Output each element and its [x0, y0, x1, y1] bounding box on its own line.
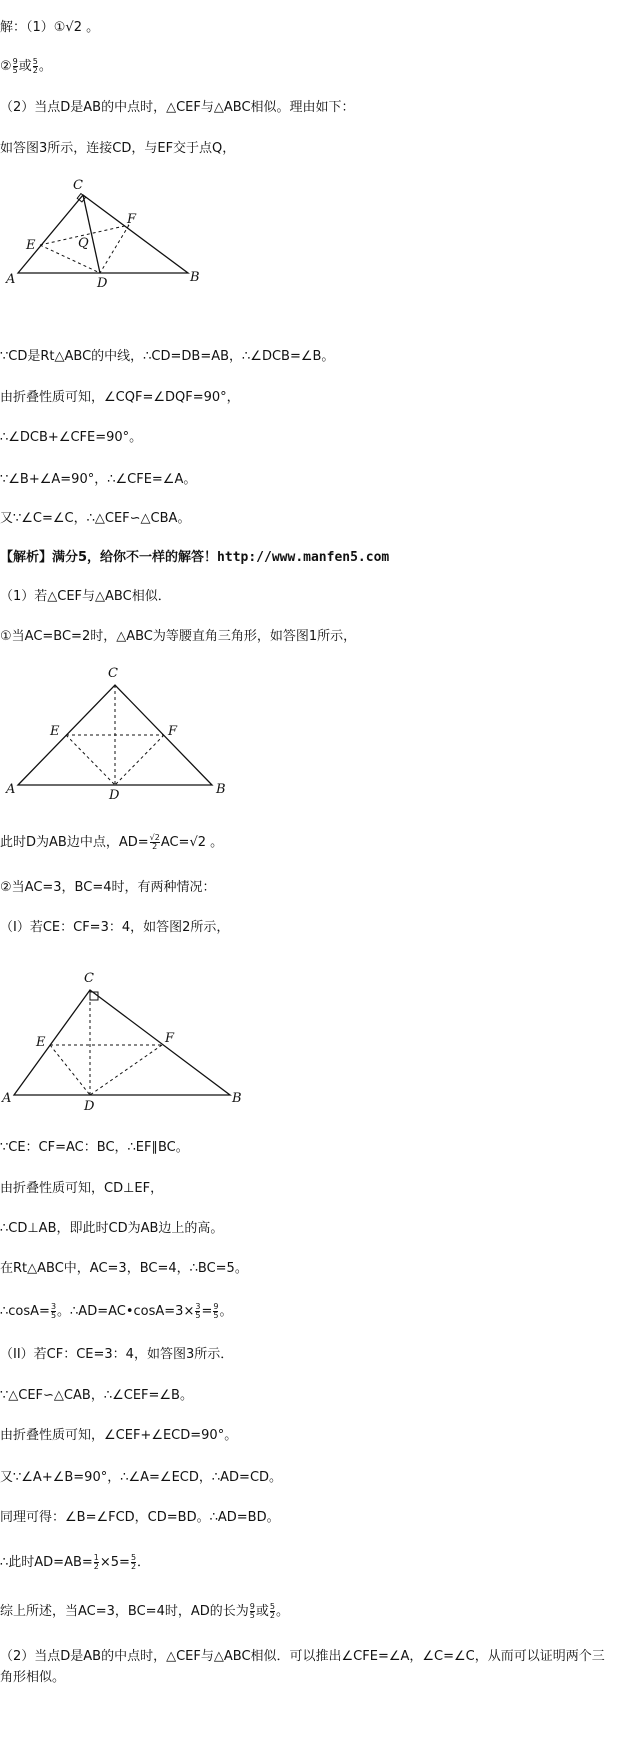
label-b: B — [216, 782, 226, 797]
label-a: A — [2, 1091, 12, 1106]
text-line: ②当AC=3，BC=4时，有两种情况： — [0, 880, 216, 895]
text-line: （II）若CF：CE=3：4，如答图3所示． — [0, 1347, 234, 1362]
text-line: （I）若CE：CF=3：4，如答图2所示， — [0, 920, 230, 935]
text-line: 如答图3所示，连接CD，与EF交于点Q， — [0, 141, 236, 156]
label-e: E — [50, 724, 60, 739]
label-d: D — [84, 1099, 95, 1114]
text-line: ∴∠DCB+∠CFE=90°。 — [0, 430, 143, 445]
figure-1 — [0, 665, 240, 805]
text-line: 同理可得：∠B=∠FCD，CD=BD。∴AD=BD。 — [0, 1510, 280, 1525]
label-d: D — [109, 788, 120, 803]
text-line: ∵CD是Rt△ABC的中线，∴CD=DB=AB，∴∠DCB=∠B。 — [0, 349, 335, 364]
text-line: 综上所述，当AC=3，BC=4时，AD的长为 $\frac{9}{5}$ 或 $\frac{5}{2}$ 。 — [0, 1602, 289, 1620]
text-line: 此时D为AB边中点，AD= $\frac{√2}{2}$ AC=√2 。 — [0, 833, 224, 851]
label-c: C — [73, 178, 83, 193]
text-line: ①当AC=BC=2时，△ABC为等腰直角三角形，如答图1所示， — [0, 629, 357, 644]
analysis-header: 【解析】满分5，给你不一样的解答！http://www.manfen5.com — [0, 550, 390, 565]
label-b: B — [232, 1091, 242, 1106]
figure-3 — [0, 175, 220, 295]
label-c: C — [108, 666, 118, 681]
text-line: ∴cosA= $\frac{3}{5}$ 。∴AD=AC•cosA=3× $\frac{3}{5}$ = $\frac{9}{5}$ 。 — [0, 1302, 233, 1320]
text-line: （2）当点D是AB的中点时，△CEF与△ABC相似．可以推出∠CFE=∠A，∠C=∠C，从而可以证明两个三 — [0, 1649, 605, 1664]
text-line: ∵△CEF∽△CAB，∴∠CEF=∠B。 — [0, 1388, 193, 1403]
label-c: C — [84, 971, 94, 986]
figure-2 — [0, 970, 250, 1120]
answer-part1-2: ② $\frac{9}{5}$ 或 $\frac{5}{2}$ 。 — [0, 57, 52, 75]
text-line: 又∵∠A+∠B=90°，∴∠A=∠ECD，∴AD=CD。 — [0, 1470, 283, 1485]
text-line: ∴CD⊥AB，即此时CD为AB边上的高。 — [0, 1221, 224, 1236]
text-line: ∵CE：CF=AC：BC，∴EF∥BC。 — [0, 1140, 189, 1155]
answer-part2: （2）当点D是AB的中点时，△CEF与△ABC相似。理由如下： — [0, 100, 355, 115]
text-line: 由折叠性质可知，CD⊥EF， — [0, 1181, 164, 1196]
label-b: B — [190, 270, 200, 285]
label-a: A — [6, 782, 16, 797]
label-a: A — [6, 272, 16, 287]
label-f: F — [127, 212, 137, 227]
text-line: 由折叠性质可知，∠CEF+∠ECD=90°。 — [0, 1428, 238, 1443]
text-line: ∵∠B+∠A=90°，∴∠CFE=∠A。 — [0, 472, 197, 487]
label-f: F — [168, 724, 178, 739]
text-line: 由折叠性质可知，∠CQF=∠DQF=90°， — [0, 390, 240, 405]
label-d: D — [97, 276, 108, 291]
text-line: 角形相似。 — [0, 1670, 66, 1685]
text-line: 又∵∠C=∠C，∴△CEF∽△CBA。 — [0, 511, 191, 526]
text-line: （1）若△CEF与△ABC相似． — [0, 589, 171, 604]
text-line: ∴此时AD=AB= $\frac{1}{2}$ ×5= $\frac{5}{2}$ ． — [0, 1553, 151, 1571]
label-e: E — [26, 238, 36, 253]
text-line: 在Rt△ABC中，AC=3，BC=4，∴BC=5。 — [0, 1261, 248, 1276]
label-q: Q — [78, 236, 89, 251]
label-f: F — [165, 1031, 175, 1046]
answer-part1: 解：（1）①√2 。 — [0, 20, 100, 35]
label-e: E — [36, 1035, 46, 1050]
